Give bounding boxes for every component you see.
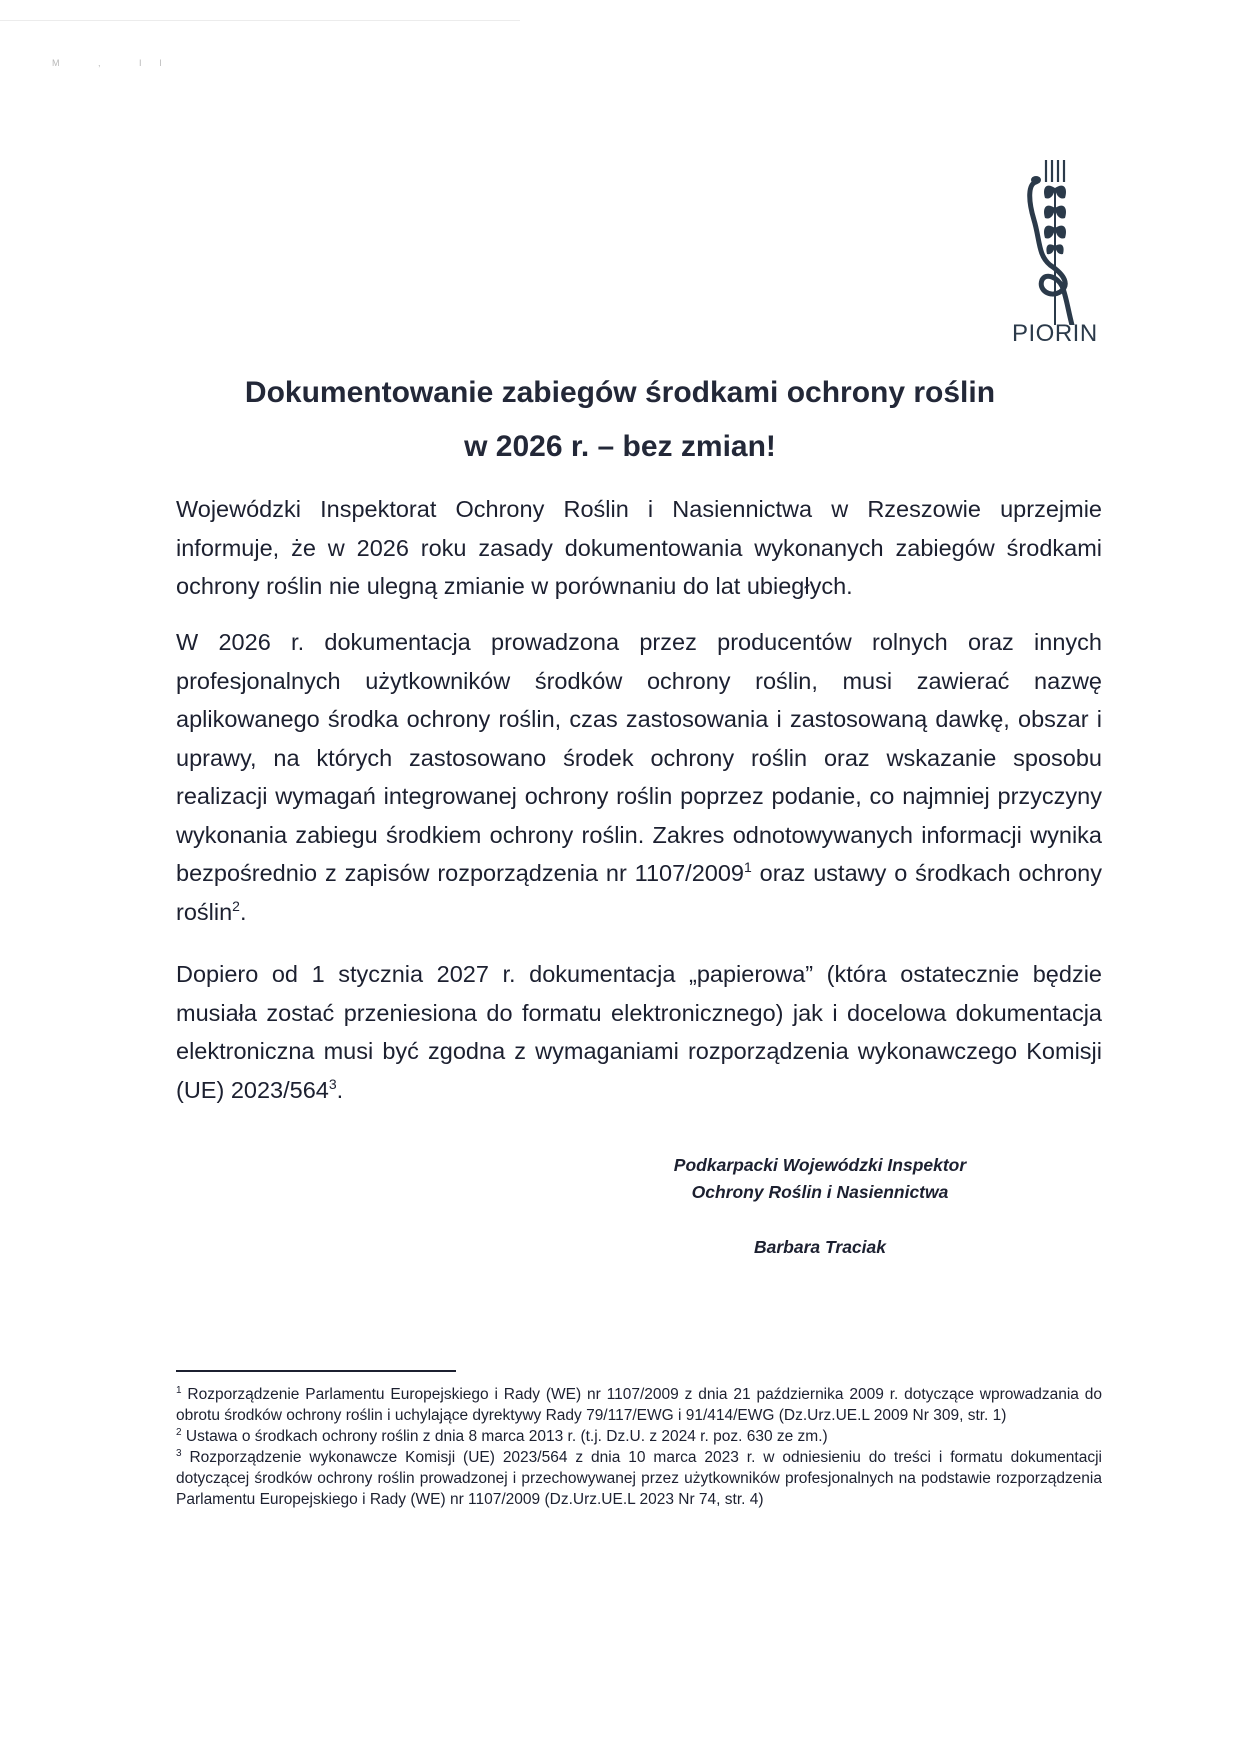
paragraph-2027 [176,955,1102,1109]
scan-marks: M , Il [52,58,180,68]
footnote-number: 3 [176,1447,182,1459]
paragraph-requirements-text: W 2026 r. dokumentacja prowadzona przez producentów rolnych oraz innych profesjonalnych użytkowników środków ochrony roślin, musi zawierać nazwę aplikowanego środka ochrony roślin, czas zastosowania i zastosowaną dawkę, obszar i uprawy, na których zastosowano środek ochrony roślin oraz wskazanie sposobu realizacji wymagań integrowanej ochrony roślin poprzez podanie, co najmniej przyczyny wykonania zabiegu środkiem ochrony roślin. Zakres odnotowywanych informacji wynika bezpośrednio z zapisów rozporządzenia nr 1107/2009 [176,629,1102,886]
signatory-name: Barbara Traciak [754,1237,886,1257]
paragraph-requirements-end: . [239,898,247,925]
piorin-logo [1010,160,1130,350]
footnote-separator [176,1370,456,1372]
signature-title-line-1: Podkarpacki Wojewódzki Inspektor [673,1155,967,1175]
footnote-text: Rozporządzenie Parlamentu Europejskiego i Rady (WE) nr 1107/2009 z dnia 21 października 2009 r. dotyczące wprowadzania do obrotu środków ochrony roślin i uchylające dyrektywy Rady 79/117/EWG i 91/414/EWG (Dz.Urz.UE.L 2009 Nr 309, str. 1) [176,1386,1102,1424]
paragraph-requirements [176,623,1102,931]
wheat-snake-emblem-icon [1010,160,1130,325]
paragraph-requirements-text-2: oraz ustawy o środkach ochrony roślin [176,860,1102,925]
scan-edge-line [0,20,520,21]
footnote [176,1426,1102,1447]
signature-block [620,1152,1020,1261]
footnote-text: Rozporządzenie wykonawcze Komisji (UE) 2023/564 z dnia 10 marca 2023 r. w odniesieniu do treści i formatu dokumentacji dotyczącej środków ochrony roślin prowadzonej i przechowywanej przez użytkowników profesjonalnych na podstawie rozporządzenia Parlamentu Europejskiego i Rady (WE) nr 1107/2009 (Dz.Urz.UE.L 2023 Nr 74, str. 4) [176,1449,1102,1508]
footnote-ref-1: 1 [744,859,752,876]
paragraph-intro: Wojewódzki Inspektorat Ochrony Roślin i Nasiennictwa w Rzeszowie uprzejmie informuje, że w 2026 roku zasady dokumentowania wykonanych zabiegów środkami ochrony roślin nie ulegną zmianie w porównaniu do lat ubiegłych. [176,496,1102,599]
footnote [176,1384,1102,1426]
title-line-1: Dokumentowanie zabiegów środkami ochrony roślin [244,376,996,409]
paragraph-2027-text: Dopiero od 1 stycznia 2027 r. dokumentacja „papierowa” (która ostatecznie będzie musiała zostać przeniesiona do formatu elektronicznego) jak i docelowa dokumentacja elektroniczna musi być zgodna z wymaganiami rozporządzenia wykonawczego Komisji (UE) 2023/564 [176,961,1102,1103]
footnote-ref-3: 3 [328,1075,337,1092]
footnote-text: Ustawa o środkach ochrony roślin z dnia 8 marca 2013 r. (t.j. Dz.U. z 2024 r. poz. 630 ze zm.) [181,1428,828,1445]
footnote-number: 1 [176,1384,182,1396]
footnote-ref-2: 2 [232,897,240,914]
footnote-number: 2 [176,1426,182,1438]
footnote [176,1447,1102,1510]
paragraph-2027-end: . [336,1076,344,1103]
footnotes [176,1384,1102,1510]
signature-title-line-2: Ochrony Roślin i Nasiennictwa [691,1182,949,1202]
page-title [140,366,1100,474]
logo-wordmark: PIORIN [1012,320,1098,347]
title-line-2: w 2026 r. – bez zmian! [464,430,776,463]
